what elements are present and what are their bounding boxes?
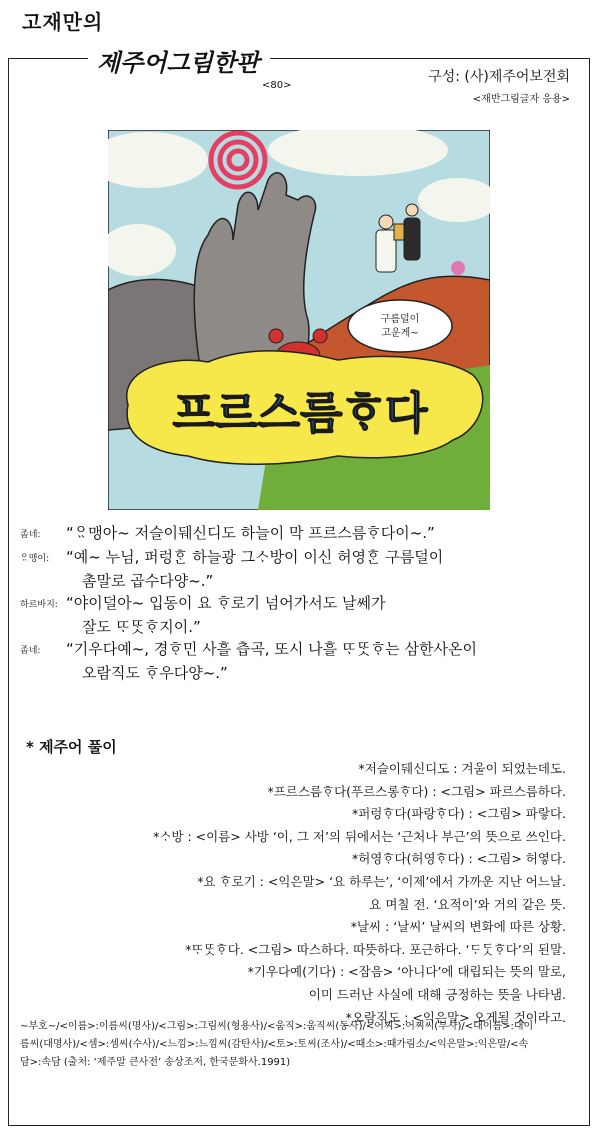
legend-line: 름씨(대명사)/<셈>:셈씨(수사)/<느낌>:느낌씨(감탄사)/<토>:토씨(조사)/<때소>:때가림소/<익은말>:익은말/<속 [20,1039,529,1050]
glossary-item: *저슬이뒈신디도 : 겨울이 되었는데도. [358,761,566,776]
issue-number: <80> [262,80,292,91]
glossary-item: *날씨 : ‘날씨’ 날씨의 변화에 따른 상황. [350,919,566,935]
dialog-line [20,546,580,570]
glossary-item: *오람직도 : <익은말> 오게될 것이라고. [345,1009,566,1025]
glossary-item: *ᄉᆞ방 : <이름> 사방 ‘이, 그 저’의 뒤에서는 ‘근처나 부근’의 뜻으로 쓰인다. [153,828,566,844]
glossary-item: *ᄄᆞᄄᆞᆺᄒᆞ다. <그림> 따스하다. 따뜻하다. 포근하다. ‘ᄃᆞᄃᆞᆺᄒᆞ다’의 된말. [185,941,566,957]
glossary-item: 이미 드러난 사실에 대해 긍정하는 뜻을 나타냄. [308,986,566,1002]
speaker-label: 하르바지: [20,600,58,610]
speaker-label: 좀네: [20,530,41,540]
dialog-text: “기우다예~, 경ᄒᆞ민 사흘 츱곡, 또시 나흘 ᄄᆞᄄᆞᆺᄒᆞ는 삼한사온이 [66,640,478,658]
legend-line: 담>:속담 (출처: ‘제주말 큰사전’ 송상조저, 한국문화사.1991) [20,1057,291,1068]
dialog-continuation: 오람직도 ᄒᆞ우다양~.” [82,664,228,682]
credit-subtitle: <재반그림글자 응용> [472,94,570,105]
flower-icon [451,261,465,275]
dialog-text: “ᄋᆢ맹아~ 저슬이뒈신디도 하늘이 막 프르스름ᄒᆞ다이~.” [66,524,435,542]
comic-illustration [108,130,490,510]
glossary-item: *기우다예(기다) : <잠음> ‘아니다’에 대립되는 뜻의 말로, [247,964,566,980]
glossary [46,758,566,1029]
dialog-continuation: 잘도 ᄄᆞᄄᆞᆺᄒᆞ지이.” [82,618,201,636]
dialog-line [20,522,580,546]
dialog-line [20,638,580,662]
glossary-item: *프르스름ᄒᆞ다(푸르스롱ᄒᆞ다) : <그림> 파르스름하다. [267,783,566,799]
logo [88,44,270,80]
dialog-continuation: 촘말로 곱수다양~.” [82,572,214,590]
glossary-item: 요 며칠 전. ‘요적이’와 거의 같은 뜻. [369,896,566,912]
dialog [20,522,580,684]
speech-line-1: 구름덜이 [380,314,420,325]
series-title: 고재만의 [22,10,104,34]
speech-line-2: 고운게~ [381,328,419,339]
dialog-text: “예~ 누님, 퍼렁ᄒᆞᆫ 하늘광 그ᄉᆞ방이 이신 허영ᄒᆞᆫ 구름덜이 [66,548,444,566]
dialog-text: “야이덜아~ 입동이 요 ᄒᆞ로기 넘어가서도 날쎄가 [66,594,386,612]
speech-bubble [348,300,452,352]
glossary-item: *퍼렁ᄒᆞ다(파랑ᄒᆞ다) : <그림> 파랗다. [351,806,566,822]
dialog-line [20,592,580,616]
credit: 구성: (사)제주어보전회 [428,69,570,85]
logo-text: 제주어그림한판 [96,49,260,77]
abbreviation-legend [20,1018,575,1072]
glossary-item: *허영ᄒᆞ다(허영ᄒᆞ다) : <그림> 허옇다. [351,851,566,867]
glossary-item: *요 ᄒᆞ로기 : <익은말> ‘요 하루는’, ‘이제’에서 가까운 지난 어느날. [197,873,566,889]
speaker-label: ᄋᆢ맹이: [20,554,50,564]
big-word: 프르스름ᄒᆞ다 [172,388,428,439]
speaker-label: 좀네: [20,646,41,656]
glossary-title: * 제주어 풀이 [26,738,117,756]
legend-line: ~부호~/<이름>:이름씨(명사)/<그림>:그림씨(형용사)/<움직>:움직씨(동사)/<어찌>:어찌씨(부사)/<대이름>:대이 [20,1021,534,1032]
